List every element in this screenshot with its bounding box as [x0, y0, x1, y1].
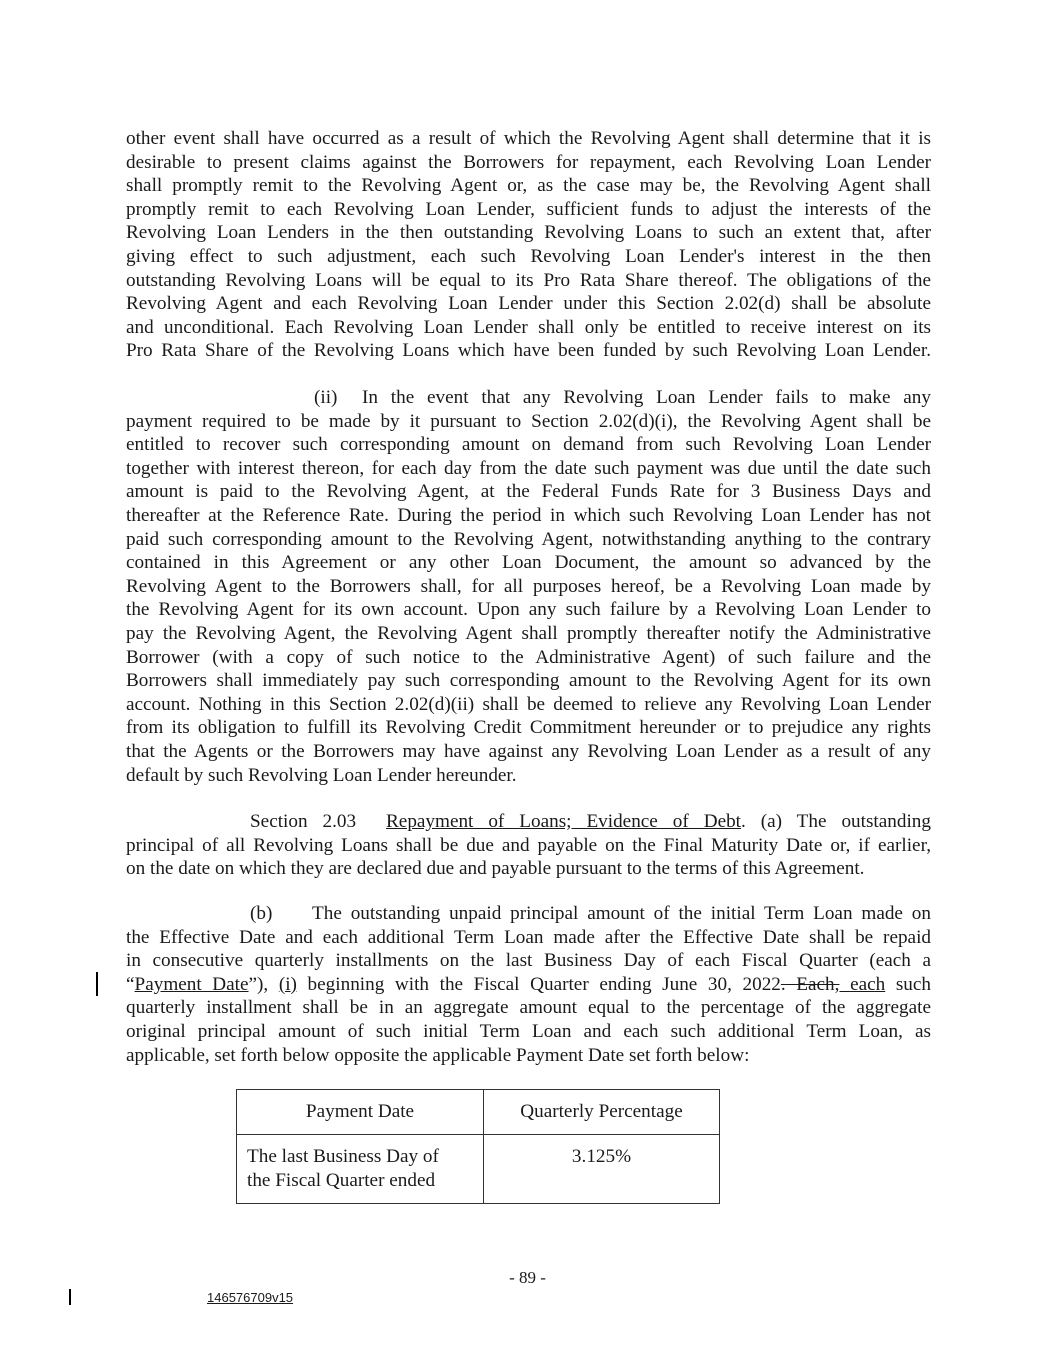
revision-change-bar [96, 972, 98, 996]
table-row [237, 1135, 720, 1204]
text-line: contained in this Agreement or any other Loan Document, the amount so advanced by the [126, 552, 931, 574]
text-line: paid such corresponding amount to the Revolving Agent, notwithstanding anything to the contrary [126, 528, 931, 550]
table-header-cell: Quarterly Percentage [484, 1090, 720, 1135]
paragraph-continuation [126, 127, 931, 363]
text-line: payment required to be made by it pursuant to Section 2.02(d)(i), the Revolving Agent shall be [126, 410, 931, 432]
text-run: In the event that any Revolving Loan Lender fails to make any [362, 387, 931, 408]
text-line: outstanding Revolving Loans will be equal to its Pro Rata Share thereof. The obligations of the [126, 269, 931, 291]
text-run: The outstanding unpaid principal amount of the initial Term Loan made on [312, 903, 931, 924]
paragraph-first-line [126, 386, 931, 410]
text-line: and unconditional. Each Revolving Loan Lender shall only be entitled to receive interest on its [126, 316, 931, 338]
section-first-line [126, 810, 931, 834]
text-line: that the Agents or the Borrowers may have against any Revolving Loan Lender as a result of any [126, 740, 931, 762]
text-line: original principal amount of such initial Term Loan and each such additional Term Loan, as [126, 1020, 931, 1042]
text-line: applicable, set forth below opposite the applicable Payment Date set forth below: [126, 1044, 750, 1066]
text-line: amount is paid to the Revolving Agent, at the Federal Funds Rate for 3 Business Days and [126, 481, 931, 503]
text-line: principal of all Revolving Loans shall be due and payable on the Final Maturity Date or, if earlier, [126, 834, 931, 856]
text-line: desirable to present claims against the Borrowers for repayment, each Revolving Loan Lender [126, 151, 931, 173]
text-line: from its obligation to fulfill its Revolving Credit Commitment hereunder or to prejudice any rights [126, 717, 931, 739]
section-heading: Repayment of Loans; Evidence of Debt [386, 811, 742, 832]
text-line: default by such Revolving Loan Lender hereunder. [126, 764, 517, 786]
text-line: shall promptly remit to the Revolving Agent or, as the case may be, the Revolving Agent shall [126, 175, 931, 197]
clause-label: (b) [250, 903, 273, 924]
table-header-cell: Payment Date [237, 1090, 484, 1135]
text-line: on the date on which they are declared due and payable pursuant to the terms of this Agreement. [126, 858, 865, 880]
text-line: account. Nothing in this Section 2.02(d)(ii) shall be deemed to relieve any Revolving Loan Lender [126, 693, 931, 715]
document-id: 146576709v15 [207, 1290, 294, 1305]
table-cell: The last Business Day of the Fiscal Quarter ended [237, 1135, 484, 1204]
text-line: the Effective Date and each additional Term Loan made after the Effective Date shall be repaid [126, 926, 931, 948]
page-number: - 89 - [509, 1268, 546, 1287]
revision-change-bar [69, 1289, 71, 1305]
paragraph-b [126, 902, 931, 1067]
defined-term: Payment Date [134, 973, 249, 995]
section-2-03 [126, 810, 931, 881]
text-line: other event shall have occurred as a result of which the Revolving Agent shall determine that it is [126, 128, 931, 149]
section-number: Section 2.03 [250, 811, 357, 832]
text-line: the Revolving Agent for its own account. Upon any such failure by a Revolving Loan Lender to [126, 599, 931, 621]
text-line: promptly remit to each Revolving Loan Lender, sufficient funds to adjust the interests of the [126, 198, 931, 220]
table-header-row [237, 1090, 720, 1135]
inserted-text: (i) [278, 973, 297, 995]
text-line: thereafter at the Reference Rate. During the period in which such Revolving Loan Lender has not [126, 504, 931, 526]
paragraph-ii [126, 386, 931, 787]
text-line: Pro Rata Share of the Revolving Loans which have been funded by such Revolving Loan Lender. [126, 340, 931, 362]
text-line-with-edits: “Payment Date”), (i) beginning with the Fiscal Quarter ending June 30, 2022. Each, each such [126, 973, 931, 995]
payment-schedule-table [236, 1089, 720, 1204]
text-line: Borrower (with a copy of such notice to the Administrative Agent) of such failure and the [126, 646, 931, 668]
clause-label: (ii) [314, 387, 338, 408]
text-line: together with interest thereon, for each day from the date such payment was due until the date such [126, 457, 931, 479]
text-line: Revolving Agent and each Revolving Loan Lender under this Section 2.02(d) shall be absolute [126, 293, 931, 315]
inserted-text: each [850, 973, 886, 995]
text-line: Revolving Loan Lenders in the then outstanding Revolving Loans to such an extent that, after [126, 222, 931, 244]
text-line: Borrowers shall immediately pay such corresponding amount to the Revolving Agent for its own [126, 670, 931, 692]
text-line: pay the Revolving Agent, the Revolving Agent shall promptly thereafter notify the Administrative [126, 622, 931, 644]
text-run: . (a) The outstanding [741, 811, 931, 832]
text-line: Revolving Agent to the Borrowers shall, for all purposes hereof, be a Revolving Loan made by [126, 575, 931, 597]
paragraph-first-line [126, 902, 931, 926]
text-line: in consecutive quarterly installments on the last Business Day of each Fiscal Quarter (each a [126, 950, 931, 972]
text-line: entitled to recover such corresponding amount on demand from such Revolving Loan Lender [126, 434, 931, 456]
table-cell: 3.125% [484, 1135, 720, 1204]
deleted-text: . Each, [780, 973, 840, 995]
text-line: giving effect to such adjustment, each such Revolving Loan Lender's interest in the then [126, 245, 931, 267]
text-line: quarterly installment shall be in an aggregate amount equal to the percentage of the aggregate [126, 997, 931, 1019]
